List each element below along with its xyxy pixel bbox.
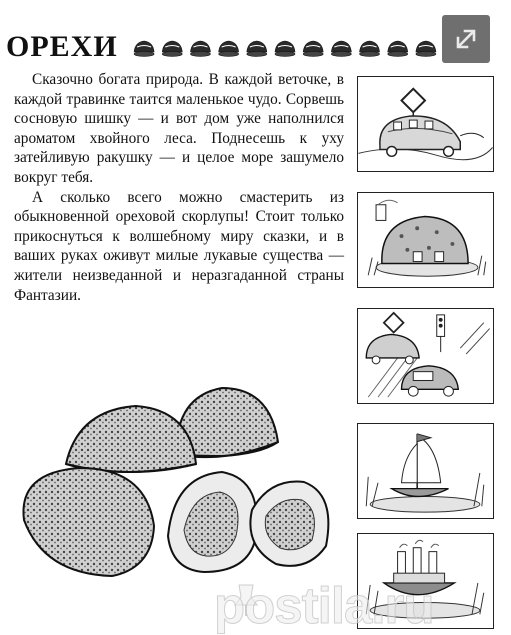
nut-boat-icon <box>358 424 493 518</box>
illustration-panel-4 <box>357 423 494 519</box>
nut-tram-icon <box>358 77 493 171</box>
expand-icon <box>451 24 481 54</box>
watermark-text: postila.ru <box>214 577 434 634</box>
nut-ornament-icon <box>190 41 210 57</box>
illustration-panel-2 <box>357 192 494 288</box>
nut-ornament-icon <box>219 41 239 57</box>
expand-button[interactable] <box>442 15 490 63</box>
title-row <box>6 24 436 68</box>
paragraph-1: Сказочно богата природа. В каждой веточке, в каждой травинке таится маленькое чудо. Сорвешь сосновую шишку — и вот дом уже наполнился ароматом хвойного леса. Поднесешь к уху затейливую ракушку — и целое море зашумело вокруг тебя. <box>14 71 344 186</box>
nut-ornament-icon <box>416 41 436 57</box>
paragraph-2: А сколько всего можно смастерить из обыкновенной ореховой скорлупы! Стоит только прикоснуться к волшебному миру сказки, и в ваших руках оживут милые лукавые существа — жители неизведанной и неразгаданной страны Фантазии. <box>14 188 344 304</box>
nut-ornament-icon <box>331 41 351 57</box>
nut-ornament-icon <box>247 41 267 57</box>
illustration-panel-1 <box>357 76 494 172</box>
nut-ornament-icon <box>360 41 380 57</box>
nut-ornament-icon <box>162 41 182 57</box>
nut-ornament-icon <box>388 41 408 57</box>
nut-cars-icon <box>358 309 493 403</box>
nut-ornament-row <box>130 36 440 60</box>
article-body <box>14 70 344 305</box>
page-title: ОРЕХИ <box>6 30 118 63</box>
nut-ornament-icon <box>134 41 154 57</box>
nut-ornament-icon <box>303 41 323 57</box>
illustration-panel-3 <box>357 308 494 404</box>
nut-ornament-icon <box>275 41 295 57</box>
nut-house-icon <box>358 193 493 287</box>
